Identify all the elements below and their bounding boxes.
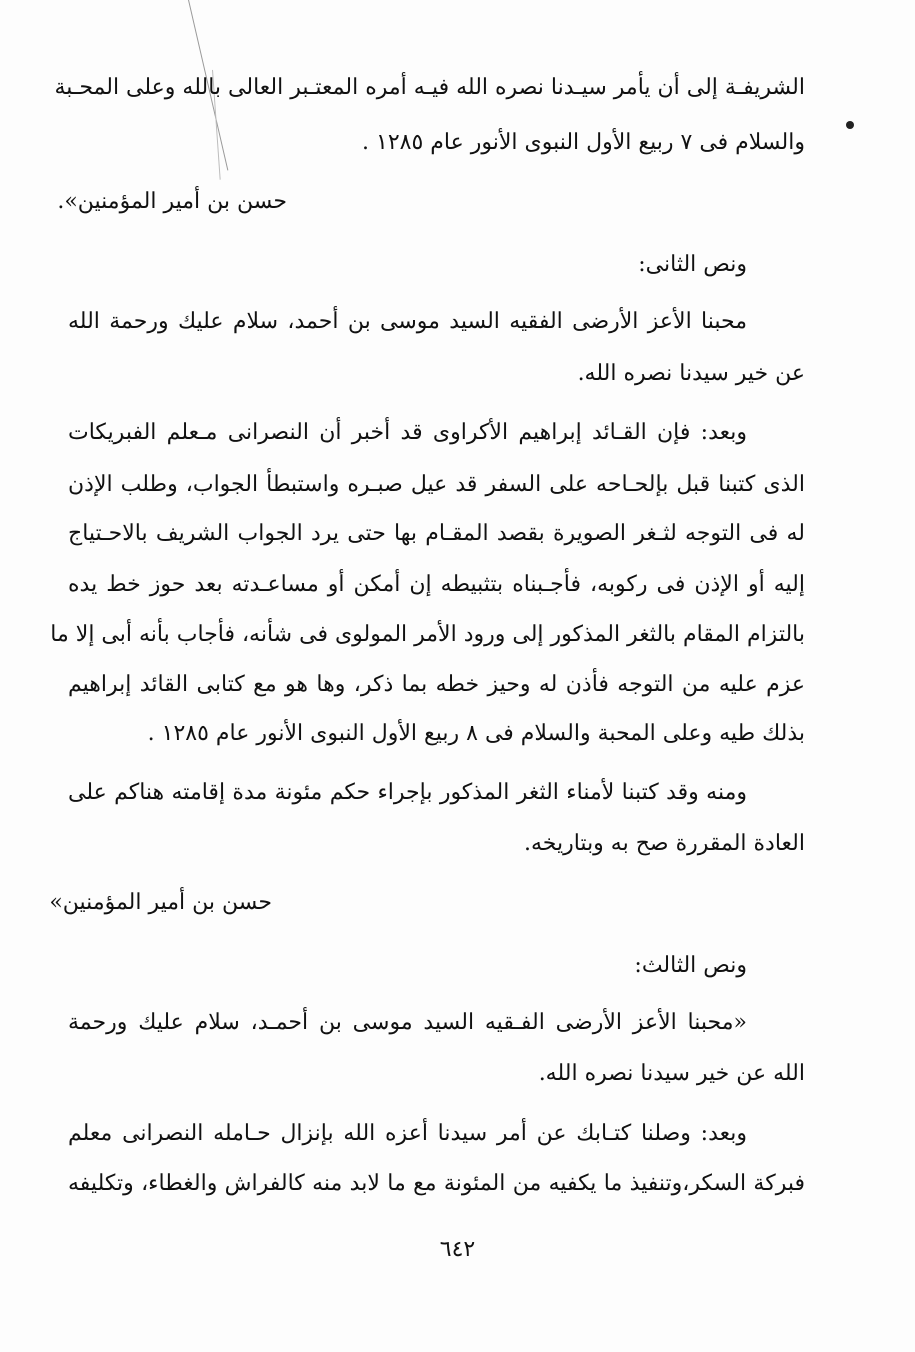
text-line: ومنه وقد كتبنا لأمناء الثغر المذكور بإجراء حكم مئونة مدة إقامته هناكم على: [68, 780, 747, 805]
text-line: وبعد: فإن القـائد إبراهيم الأكراوى قد أخبر أن النصرانى مـعلم الفبريكات: [68, 420, 747, 445]
text-line: عزم عليه من التوجه فأذن له وحيز خطه بما ذكر، وها هو مع كتابى القائد إبراهيم: [68, 672, 805, 697]
text-line: وبعد: وصلنا كتـابك عن أمر سيدنا أعزه الله بإنزال حـامله النصرانى معلم: [68, 1121, 747, 1146]
signature-line: حسن بن أمير المؤمنين»: [49, 890, 272, 915]
text-line: والسلام فى ٧ ربيع الأول النبوى الأنور عام ١٢٨٥ .: [362, 130, 805, 155]
section-heading: ونص الثالث:: [634, 953, 747, 978]
text-line: له فى التوجه لثـغر الصويرة بقصد المقـام بها حتى يرد الجواب الشريف بالاحـتياج: [68, 521, 805, 546]
section-heading: ونص الثانى:: [638, 252, 747, 277]
text-line: إليه أو الإذن فى ركوبه، فأجـبناه بتثبيطه إن أمكن أو مساعـدته بعد حوز خط يده: [68, 572, 805, 597]
page-number: ٦٤٢: [439, 1237, 476, 1262]
text-line: عن خير سيدنا نصره الله.: [577, 361, 805, 386]
text-line: فبركة السكر،وتنفيذ ما يكفيه من المئونة مع ما لابد منه كالفراش والغطاء، وتكليفه: [68, 1171, 805, 1196]
scan-artifact-dot: [846, 121, 854, 129]
text-line: الشريفـة إلى أن يأمر سيـدنا نصره الله فيـه أمره المعتـبر العالى بالله وعلى المحـبة: [54, 75, 805, 100]
text-line: بالتزام المقام بالثغر المذكور إلى ورود الأمر المولوى فى شأنه، فأجاب بأنه أبى إلا ما: [50, 622, 805, 647]
text-line: «محبنا الأعز الأرضى الفـقيه السيد موسى بن أحمـد، سلام عليك ورحمة: [68, 1010, 747, 1035]
text-line: العادة المقررة صح به وبتاريخه.: [523, 831, 805, 856]
text-line: الذى كتبنا قبل بإلحـاحه على السفر قد عيل صبـره واستبطأ الجواب، وطلب الإذن: [68, 472, 805, 497]
text-line: محبنا الأعز الأرضى الفقيه السيد موسى بن أحمد، سلام عليك ورحمة الله: [68, 309, 747, 334]
text-line: بذلك طيه وعلى المحبة والسلام فى ٨ ربيع الأول النبوى الأنور عام ١٢٨٥ .: [147, 721, 805, 746]
signature-line: حسن بن أمير المؤمنين».: [57, 189, 287, 214]
text-line: الله عن خير سيدنا نصره الله.: [538, 1061, 805, 1086]
